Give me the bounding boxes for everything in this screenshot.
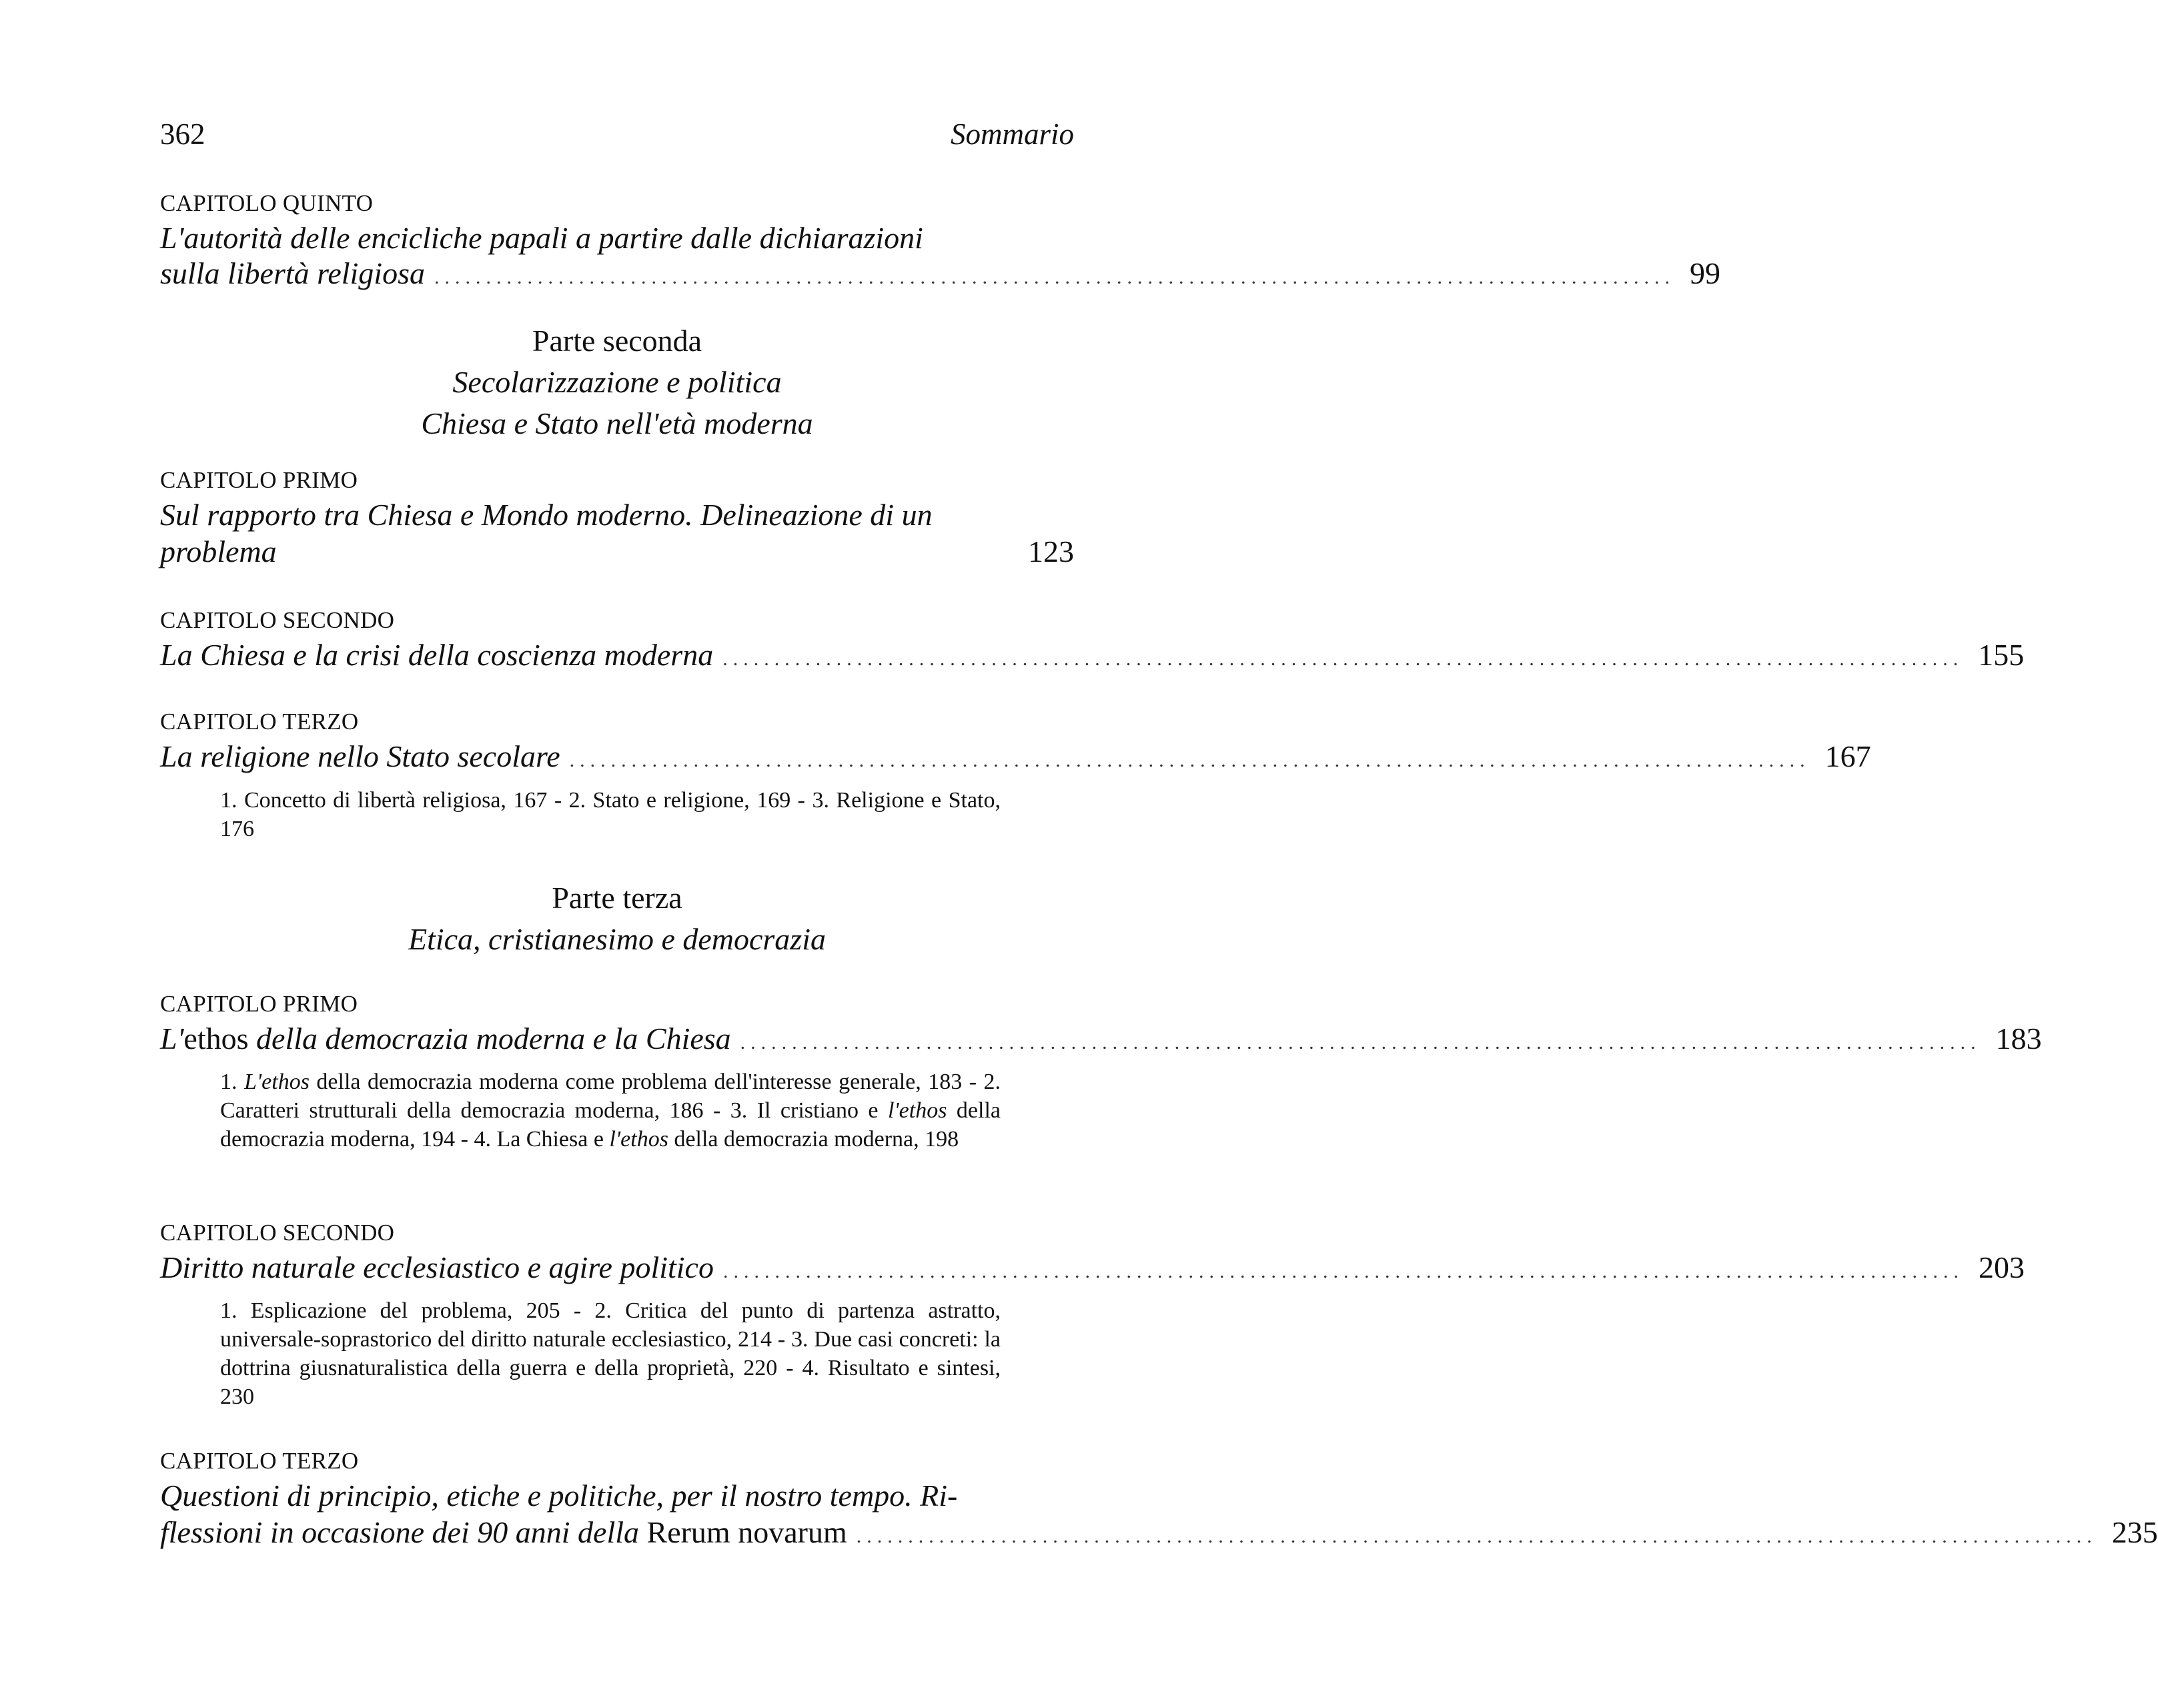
chapter-label: CAPITOLO PRIMO xyxy=(160,467,358,493)
chapter-label: CAPITOLO TERZO xyxy=(160,1448,359,1474)
chapter-title: L'ethos della democrazia moderna e la Chiesa xyxy=(160,1021,731,1055)
toc-entry[interactable] xyxy=(160,637,2025,677)
part-subtitle: Secolarizzazione e politica xyxy=(452,365,782,399)
page-ref: 167 xyxy=(1824,739,1871,773)
chapter-label: CAPITOLO PRIMO xyxy=(160,991,358,1017)
page-ref: 155 xyxy=(1978,638,2025,672)
dot-leader: ........................................................................................................................ xyxy=(434,266,1675,288)
chapter-label: CAPITOLO SECONDO xyxy=(160,1220,395,1246)
page-ref: 99 xyxy=(1689,256,1720,290)
page-number: 362 xyxy=(160,117,205,151)
dot-leader: ........................................................................................................................ xyxy=(722,1260,1964,1282)
running-head xyxy=(160,117,1074,157)
dot-leader: ........................................................................................................................ xyxy=(569,749,1810,771)
part-label: Parte terza xyxy=(552,881,682,915)
chapter-title: La religione nello Stato secolare xyxy=(160,739,560,773)
section-list: 1. Esplicazione del problema, 205 - 2. Critica del punto di partenza astratto, universale-soprastorico del diritto naturale ecclesiastico, 214 - 3. Due casi concreti: la dottrina giusnaturalistica della guerra e della proprietà, 220 - 4. Risultato e sintesi, 230 xyxy=(220,1298,1001,1409)
page-ref: 235 xyxy=(2111,1515,2158,1549)
chapter-label: CAPITOLO QUINTO xyxy=(160,190,374,216)
toc-entry[interactable] xyxy=(160,256,1720,296)
toc-entry[interactable] xyxy=(160,1021,2042,1061)
chapter-title: sulla libertà religiosa xyxy=(160,256,425,290)
chapter-title: problema xyxy=(160,534,277,568)
running-title: Sommario xyxy=(950,117,1074,151)
chapter-title: flessioni in occasione dei 90 anni della Rerum novarum xyxy=(160,1515,847,1549)
chapter-title-line: L'autorità delle encicliche papali a partire dalle dichiarazioni xyxy=(160,221,923,255)
chapter-title: Diritto naturale ecclesiastico e agire politico xyxy=(160,1250,714,1284)
part-label: Parte seconda xyxy=(532,324,702,358)
toc-entry[interactable] xyxy=(160,1515,2158,1555)
toc-entry[interactable] xyxy=(160,739,1871,779)
part-subtitle: Etica, cristianesimo e democrazia xyxy=(408,922,826,956)
part-heading xyxy=(160,320,1074,444)
toc-entry[interactable] xyxy=(160,534,1074,574)
chapter-title: La Chiesa e la crisi della coscienza moderna xyxy=(160,638,714,672)
page-ref: 123 xyxy=(1028,534,1074,568)
chapter-title-line: Questioni di principio, etiche e politiche, per il nostro tempo. Ri- xyxy=(160,1478,958,1513)
part-subtitle: Chiesa e Stato nell'età moderna xyxy=(421,406,813,440)
chapter-label: CAPITOLO SECONDO xyxy=(160,607,395,633)
section-list: 1. Concetto di libertà religiosa, 167 - 2. Stato e religione, 169 - 3. Religione e Stato, 176 xyxy=(220,788,1001,841)
chapter-label: CAPITOLO TERZO xyxy=(160,709,359,735)
dot-leader: ........................................................................................................................ xyxy=(722,648,1964,670)
page-ref: 183 xyxy=(1995,1021,2042,1055)
section-list: 1. L'ethos della democrazia moderna come problema dell'interesse generale, 183 - 2. Caratteri strutturali della democrazia moderna, 186 - 3. Il cristiano e l'ethos della democrazia moderna, 194 - 4. La Chiesa e l'ethos della democrazia moderna, 198 xyxy=(220,1070,1001,1152)
part-heading xyxy=(160,877,1074,960)
toc-entry[interactable] xyxy=(160,1250,2025,1290)
page-ref: 203 xyxy=(1978,1250,2025,1284)
chapter-title-line: Sul rapporto tra Chiesa e Mondo moderno. Delineazione di un xyxy=(160,498,933,532)
dot-leader: ........................................................................................................................ xyxy=(856,1525,2097,1547)
dot-leader: ........................................................................................................................ xyxy=(740,1031,1981,1053)
